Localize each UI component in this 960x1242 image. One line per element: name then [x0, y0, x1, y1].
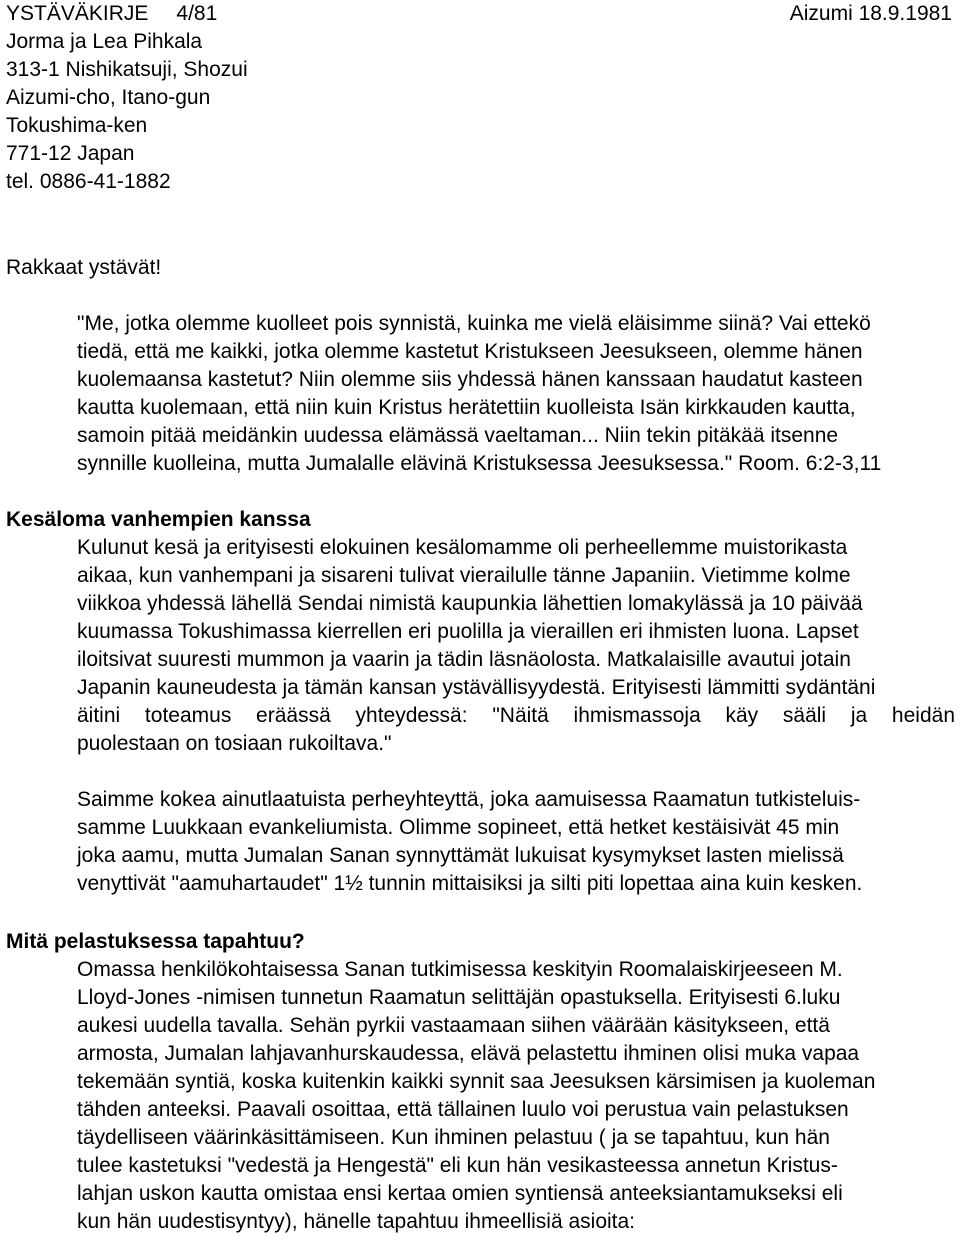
paragraph-line: venyttivät "aamuhartaudet" 1½ tunnin mittaisiksi ja silti piti lopettaa aina kuin kesken.: [77, 872, 863, 895]
place-date: Aizumi 18.9.1981: [789, 2, 952, 25]
issue-number: 4/81: [176, 2, 218, 25]
paragraph-line: armosta, Jumalan lahjavanhurskaudessa, elävä pelastettu ihminen olisi muka vapaa: [77, 1042, 860, 1065]
paragraph-line: täydelliseen väärinkäsittämiseen. Kun ihminen pelastuu ( ja se tapahtuu, kun hän: [77, 1126, 830, 1149]
verse-line: synnille kuolleina, mutta Jumalalle elävinä Kristuksessa Jeesuksessa." Room. 6:2-3,11: [77, 452, 882, 475]
newsletter-title: YSTÄVÄKIRJE: [6, 2, 149, 25]
verse-line: kuolemaansa kastetut? Niin olemme siis yhdessä hänen kanssaan haudatut kasteen: [77, 368, 863, 391]
paragraph-line: iloitsivat suuresti mummon ja vaarin ja tädin läsnäolosta. Matkalaisille avautui jotain: [77, 648, 851, 671]
paragraph-line: Japanin kauneudesta ja tämän kansan ystävällisyydestä. Erityisesti lämmitti sydäntäni: [77, 676, 876, 699]
verse-line: "Me, jotka olemme kuolleet pois synnistä, kuinka me vielä eläisimme siinä? Vai ettekö: [77, 312, 871, 335]
paragraph-line: tekemään syntiä, koska kuitenkin kaikki synnit saa Jeesuksen kärsimisen ja kuoleman: [77, 1070, 876, 1093]
section-heading: Mitä pelastuksessa tapahtuu?: [6, 930, 305, 953]
paragraph-line: äitini toteamus eräässä yhteydessä: "Näitä ihmismassoja käy sääli ja heidän: [77, 704, 955, 727]
paragraph-line: tähden anteeksi. Paavali osoittaa, että tällainen luulo voi perustua vain pelastuksen: [77, 1098, 849, 1121]
address-line: 313-1 Nishikatsuji, Shozui: [6, 58, 248, 81]
verse-line: samoin pitää meidänkin uudessa elämässä vaeltaman... Niin tekin pitäkää itsenne: [77, 424, 839, 447]
section-heading: Kesäloma vanhempien kanssa: [6, 508, 311, 531]
greeting: Rakkaat ystävät!: [6, 256, 162, 279]
paragraph-line: aikaa, kun vanhempani ja sisareni tulivat vierailulle tänne Japaniin. Vietimme kolme: [77, 564, 851, 587]
address-line: 771-12 Japan: [6, 142, 135, 165]
paragraph-line: puolestaan on tosiaan rukoiltava.": [77, 732, 392, 755]
paragraph-line: kuumassa Tokushimassa kierrellen eri puolilla ja vieraillen eri ihmisten luona. Lapset: [77, 620, 859, 643]
paragraph-line: Saimme kokea ainutlaatuista perheyhteyttä, joka aamuisessa Raamatun tutkisteluis-: [77, 788, 861, 811]
paragraph-line: tulee kastetuksi "vedestä ja Hengestä" eli kun hän vesikasteessa annetun Kristus-: [77, 1154, 838, 1177]
paragraph-line: viikkoa yhdessä lähellä Sendai nimistä kaupunkia lähettien lomakylässä ja 10 päivää: [77, 592, 863, 615]
phone-line: tel. 0886-41-1882: [6, 170, 171, 193]
address-line: Tokushima-ken: [6, 114, 148, 137]
verse-line: kautta kuolemaan, että niin kuin Kristus herätettiin kuolleista Isän kirkkauden kautta,: [77, 396, 856, 419]
verse-line: tiedä, että me kaikki, jotka olemme kastetut Kristukseen Jeesukseen, olemme hänen: [77, 340, 863, 363]
paragraph-line: samme Luukkaan evankeliumista. Olimme sopineet, että hetket kestäisivät 45 min: [77, 816, 840, 839]
paragraph-line: lahjan uskon kautta omistaa ensi kertaa omien syntiensä anteeksiantamukseksi eli: [77, 1182, 843, 1205]
header-line: [6, 0, 217, 28]
paragraph-line: kun hän uudestisyntyy), hänelle tapahtuu ihmeellisiä asioita:: [77, 1210, 636, 1233]
paragraph-line: joka aamu, mutta Jumalan Sanan synnyttämät lukuisat kysymykset lasten mielissä: [77, 844, 844, 867]
paragraph-line: Kulunut kesä ja erityisesti elokuinen kesälomamme oli perheellemme muistorikasta: [77, 536, 848, 559]
address-line: Jorma ja Lea Pihkala: [6, 30, 203, 53]
paragraph-line: Omassa henkilökohtaisessa Sanan tutkimisessa keskityin Roomalaiskirjeeseen M.: [77, 958, 843, 981]
paragraph-line: Lloyd-Jones -nimisen tunnetun Raamatun selittäjän opastuksella. Erityisesti 6.luku: [77, 986, 841, 1009]
address-line: Aizumi-cho, Itano-gun: [6, 86, 211, 109]
paragraph-line: aukesi uudella tavalla. Sehän pyrkii vastaamaan siihen väärään käsitykseen, että: [77, 1014, 830, 1037]
